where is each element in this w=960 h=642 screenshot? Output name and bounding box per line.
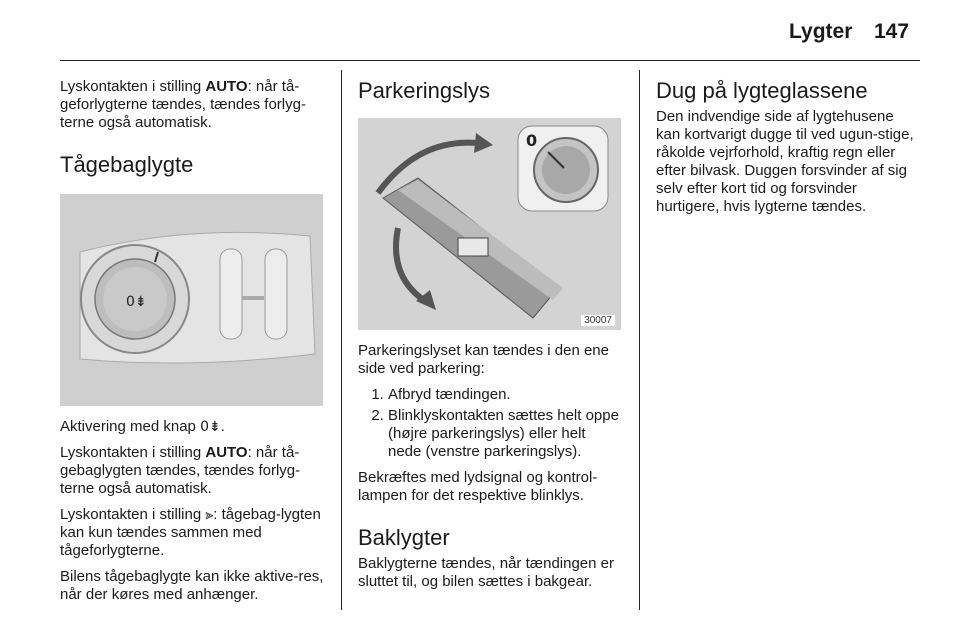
svg-text:0⇟: 0⇟ xyxy=(126,294,147,310)
heading-condensation: Dug på lygteglassene xyxy=(656,78,868,103)
figure-number: 30007 xyxy=(581,315,615,326)
list-item: 1. Afbryd tændingen. xyxy=(388,386,623,404)
fog-light-icon: 0⇟ xyxy=(200,419,221,435)
paragraph: Den indvendige side af lygtehusene kan kortvarigt dugge til ved ugun-stige, råkolde vejrforhold, kraftig regn eller efter bilvask. Duggen forsvinder af sig selv efter kort tid og forsvinder hurtigere, hvis lygterne tændes. xyxy=(656,108,914,215)
paragraph: Bekræftes med lydsignal og kontrol-lampen for det respektive blinklys. xyxy=(358,469,598,504)
light-switch-illustration xyxy=(60,194,323,406)
column-1 xyxy=(60,70,325,612)
column-divider xyxy=(341,70,342,610)
paragraph: Lyskontakten i stilling AUTO: når tå-geforlygterne tændes, tændes forlyg-terne også automatisk. xyxy=(60,78,306,131)
paragraph: Lyskontakten i stilling ⫸: tågebag-lygten kan kun tændes sammen med tågeforlygterne. xyxy=(60,506,321,559)
page-number: 147 xyxy=(874,20,910,43)
light-switch-figure xyxy=(60,194,323,406)
paragraph: Baklygterne tændes, når tændingen er sluttet til, og bilen sættes i bakgear. xyxy=(358,555,614,590)
paragraph: Aktivering med knap 0⇟. xyxy=(60,418,225,435)
running-header-title: Lygter xyxy=(789,20,853,43)
low-beam-icon: ⫸ xyxy=(205,507,214,523)
paragraph: Lyskontakten i stilling AUTO: når tå-gebaglygten tændes, tændes forlyg-terne også automatisk. xyxy=(60,444,301,497)
paragraph: Bilens tågebaglygte kan ikke aktive-res, når der køres med anhænger. xyxy=(60,568,324,603)
paragraph: Parkeringslyset kan tændes i den ene side ved parkering: xyxy=(358,342,609,377)
heading-fog-rear-light: Tågebaglygte xyxy=(60,152,194,177)
steps-list xyxy=(358,386,623,461)
list-item: 2. Blinklyskontakten sættes helt oppe (højre parkeringslys) eller helt nede (venstre parkeringslys). xyxy=(388,407,623,461)
column-3 xyxy=(656,70,921,224)
indicator-stalk-illustration xyxy=(358,118,621,330)
heading-reversing-lights: Baklygter xyxy=(358,525,450,550)
column-divider xyxy=(639,70,640,610)
switch-position-label: 0 xyxy=(526,131,538,150)
heading-parking-lights: Parkeringslys xyxy=(358,78,491,103)
indicator-stalk-figure xyxy=(358,118,621,330)
column-2 xyxy=(358,70,623,599)
header-rule xyxy=(60,60,920,61)
